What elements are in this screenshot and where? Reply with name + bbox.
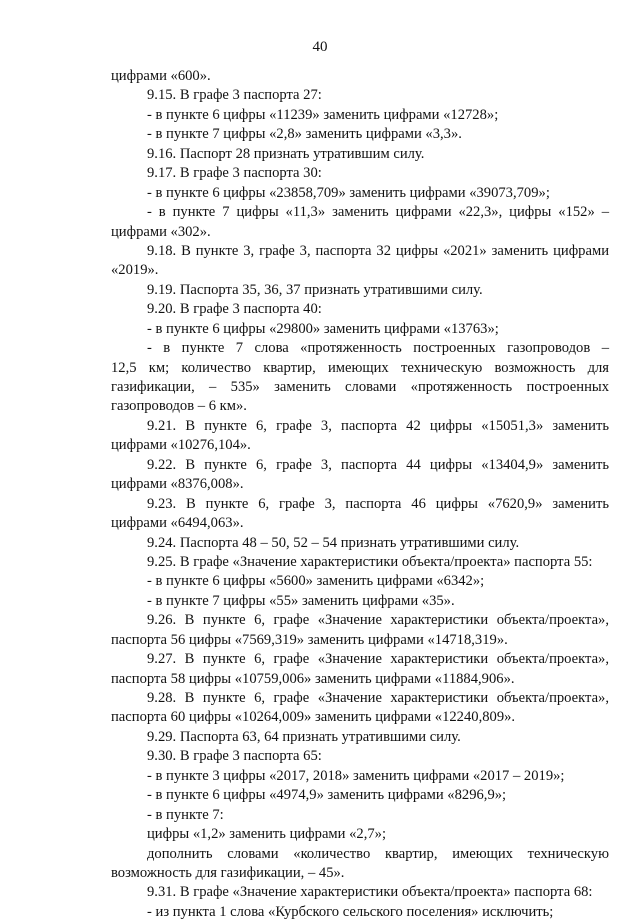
text-line: 9.21. В пункте 6, графе 3, паспорта 42 цифры «15051,3» заменить: [147, 417, 609, 434]
text-line: 9.29. Паспорта 63, 64 признать утратившими силу.: [147, 728, 461, 745]
text-line: цифры «1,2» заменить цифрами «2,7»;: [147, 826, 387, 843]
text-line: - в пункте 6 цифры «29800» заменить цифрами «13763»;: [147, 320, 499, 337]
text-line: 12,5 км; количество квартир, имеющих техническую возможность для: [111, 359, 609, 376]
text-line: 9.16. Паспорт 28 признать утратившим силу.: [147, 145, 425, 162]
text-line: 9.25. В графе «Значение характеристики объекта/проекта» паспорта 55:: [147, 553, 593, 570]
text-line: - в пункте 7:: [147, 806, 224, 823]
text-line: - в пункте 6 цифры «23858,709» заменить цифрами «39073,709»;: [147, 184, 550, 201]
text-line: паспорта 60 цифры «10264,009» заменить цифрами «12240,809».: [111, 709, 516, 726]
text-line: 9.19. Паспорта 35, 36, 37 признать утратившими силу.: [147, 281, 483, 298]
text-line: цифрами «600».: [111, 68, 211, 84]
text-line: цифрами «302».: [111, 223, 211, 240]
text-line: возможность для газификации, – 45».: [111, 864, 345, 881]
text-line: 9.22. В пункте 6, графе 3, паспорта 44 цифры «13404,9» заменить: [147, 456, 609, 473]
text-line: - в пункте 6 цифры «11239» заменить цифрами «12728»;: [147, 106, 499, 123]
text-line: - в пункте 6 цифры «4974,9» заменить цифрами «8296,9»;: [147, 787, 507, 804]
text-line: - из пункта 1 слова «Курбского сельского поселения» исключить;: [147, 903, 554, 920]
text-line: 9.23. В пункте 6, графе 3, паспорта 46 цифры «7620,9» заменить: [147, 495, 609, 512]
text-line: 9.30. В графе 3 паспорта 65:: [147, 748, 322, 765]
text-line: 9.17. В графе 3 паспорта 30:: [147, 165, 322, 182]
text-line: цифрами «10276,104».: [111, 437, 251, 454]
text-line: 9.24. Паспорта 48 – 50, 52 – 54 признать утратившими силу.: [147, 534, 520, 551]
document-body: [111, 67, 609, 922]
text-line: дополнить словами «количество квартир, имеющих техническую: [147, 845, 609, 862]
text-line: 9.28. В пункте 6, графе «Значение характеристики объекта/проекта»,: [147, 690, 609, 706]
text-line: цифрами «6494,063».: [111, 515, 244, 532]
text-line: паспорта 58 цифры «10759,006» заменить цифрами «11884,906».: [111, 670, 515, 687]
text-line: паспорта 56 цифры «7569,319» заменить цифрами «14718,319».: [111, 631, 508, 648]
text-line: - в пункте 3 цифры «2017, 2018» заменить цифрами «2017 – 2019»;: [147, 767, 565, 784]
text-line: 9.18. В пункте 3, графе 3, паспорта 32 цифры «2021» заменить цифрами: [147, 242, 609, 259]
text-line: цифрами «8376,008».: [111, 476, 244, 493]
text-line: 9.31. В графе «Значение характеристики объекта/проекта» паспорта 68:: [147, 884, 593, 901]
text-line: газификации, – 535» заменить словами «протяженность построенных: [111, 379, 609, 395]
text-line: газопроводов – 6 км».: [111, 398, 247, 415]
text-line: «2019».: [111, 262, 159, 279]
text-line: 9.15. В графе 3 паспорта 27:: [147, 87, 322, 104]
text-line: - в пункте 7 цифры «2,8» заменить цифрами «3,3».: [147, 126, 462, 143]
text-line: - в пункте 6 цифры «5600» заменить цифрами «6342»;: [147, 573, 485, 590]
text-line: - в пункте 7 цифры «11,3» заменить цифрами «22,3», цифры «152» –: [147, 204, 609, 221]
text-line: - в пункте 7 слова «протяженность построенных газопроводов –: [147, 340, 609, 357]
text-line: 9.26. В пункте 6, графе «Значение характеристики объекта/проекта»,: [147, 612, 609, 629]
text-line: - в пункте 7 цифры «55» заменить цифрами «35».: [147, 592, 455, 609]
text-line: 9.20. В графе 3 паспорта 40:: [147, 301, 322, 318]
page-number: 40: [312, 39, 328, 55]
text-line: 9.27. В пункте 6, графе «Значение характеристики объекта/проекта»,: [147, 651, 609, 668]
